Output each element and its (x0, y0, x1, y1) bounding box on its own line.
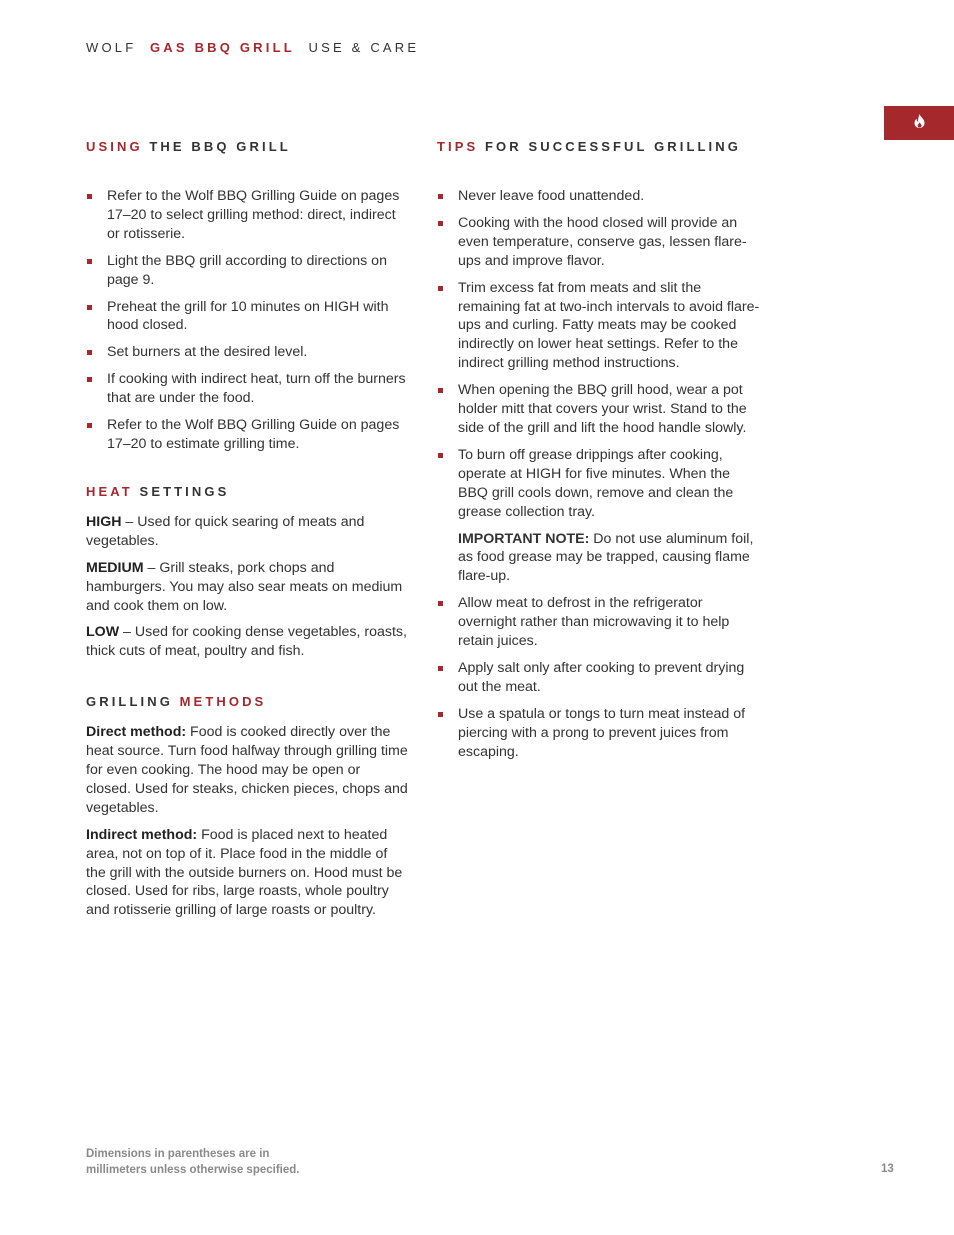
list-item (437, 659, 762, 697)
flame-icon (914, 114, 925, 133)
right-column (437, 138, 762, 769)
bullet-square-icon (438, 666, 443, 671)
section-tab (884, 106, 954, 140)
heat-list (86, 513, 408, 661)
header-product: GAS BBQ GRILL (149, 40, 295, 55)
using-heading-accent: USING (86, 139, 143, 154)
footer-note (86, 1146, 386, 1178)
grilling-method-text: Food is cooked directly over the heat source. Turn food halfway through grilling time for even cooking. The hood may be open or closed. Used for steaks, chicken pieces, chops and vegetables. (86, 724, 408, 816)
bullet-square-icon (87, 194, 92, 199)
list-item-text: Refer to the Wolf BBQ Grilling Guide on pages 17–20 to select grilling method: direct, indirect or rotisserie. (107, 188, 400, 242)
list-item-text: Use a spatula or tongs to turn meat instead of piercing with a prong to prevent juices from escaping. (458, 705, 746, 760)
header-brand: WOLF (86, 40, 137, 55)
bullet-square-icon (438, 388, 443, 393)
list-item (86, 416, 408, 454)
using-heading-rest: THE BBQ GRILL (149, 139, 291, 154)
grilling-method-label: Indirect method: (86, 826, 198, 843)
important-note (437, 530, 762, 587)
footer-note-line-2: millimeters unless otherwise specified. (86, 1164, 300, 1176)
heat-setting (86, 623, 408, 661)
heat-setting (86, 513, 408, 551)
list-item (437, 187, 762, 206)
heat-setting (86, 559, 408, 616)
bullet-square-icon (438, 286, 443, 291)
bullet-square-icon (87, 423, 92, 428)
tips-list (437, 187, 762, 522)
list-item-text: Set burners at the desired level. (107, 344, 308, 361)
tips-list-continued (437, 594, 762, 761)
heat-setting-text: – Grill steaks, pork chops and hamburgers. You may also sear meats on medium and cook them on low. (86, 559, 403, 614)
footer-note-line-1: Dimensions in parentheses are in (86, 1148, 270, 1160)
list-item-text: Light the BBQ grill according to directions on page 9. (107, 252, 387, 288)
methods-heading (86, 693, 408, 711)
list-item (86, 370, 408, 408)
list-item (86, 187, 408, 244)
using-list (86, 187, 408, 454)
using-heading (86, 138, 408, 156)
bullet-square-icon (438, 194, 443, 199)
grilling-method-label: Direct method: (86, 724, 187, 741)
list-item-text: To burn off grease drippings after cooking, operate at HIGH for five minutes. When the BBQ grill cools down, remove and clean the grease collection tray. (458, 446, 734, 520)
list-item (86, 343, 408, 362)
tips-heading-rest: FOR SUCCESSFUL GRILLING (485, 139, 741, 154)
heat-setting-text: – Used for cooking dense vegetables, roasts, thick cuts of meat, poultry and fish. (86, 624, 407, 660)
list-item-text: Apply salt only after cooking to prevent drying out the meat. (458, 659, 745, 695)
left-column (86, 138, 408, 928)
list-item (437, 381, 762, 438)
heat-setting-label: LOW (86, 624, 120, 641)
list-item-text: Never leave food unattended. (458, 188, 645, 204)
list-item-text: Refer to the Wolf BBQ Grilling Guide on pages 17–20 to estimate grilling time. (107, 417, 400, 452)
list-item-text: Trim excess fat from meats and slit the remaining fat at two-inch intervals to avoid flare-ups and curling. Fatty meats may be cooked indirectly on lower heat settings. Refer to the indirect grilling method instructions. (458, 279, 760, 372)
bullet-square-icon (87, 350, 92, 355)
methods-heading-accent: METHODS (179, 694, 267, 710)
bullet-square-icon (87, 305, 92, 310)
bullet-square-icon (438, 601, 443, 606)
tips-heading-accent: TIPS (437, 139, 479, 154)
important-note-text: Do not use aluminum foil, as food grease may be trapped, causing flame flare-up. (458, 530, 754, 585)
tips-heading (437, 138, 762, 156)
heat-heading (86, 483, 408, 501)
page-number: 13 (881, 1163, 894, 1175)
list-item (86, 252, 408, 290)
heat-setting-label: MEDIUM (86, 559, 144, 576)
list-item (86, 298, 408, 336)
list-item-text: When opening the BBQ grill hood, wear a pot holder mitt that covers your wrist. Stand to the side of the grill and lift the hood handle slowly. (458, 382, 747, 436)
methods-list (86, 723, 408, 920)
list-item (437, 214, 762, 271)
grilling-method (86, 723, 408, 818)
list-item-text: If cooking with indirect heat, turn off the burners that are under the food. (107, 371, 406, 407)
list-item (437, 594, 762, 651)
list-item (437, 446, 762, 522)
list-item-text: Cooking with the hood closed will provide an even temperature, conserve gas, lessen flare-ups and improve flavor. (458, 214, 747, 269)
important-note-label: IMPORTANT NOTE: (458, 530, 590, 547)
heat-setting-text: – Used for quick searing of meats and vegetables. (86, 513, 365, 549)
bullet-square-icon (87, 259, 92, 264)
grilling-method-text: Food is placed next to heated area, not on top of it. Place food in the middle of the grill with the outside burners on. Hood must be closed. Used for ribs, large roasts, whole poultry and rotisserie grilling of large roasts or poultry. (86, 826, 403, 919)
header-doc: USE & CARE (308, 40, 420, 55)
bullet-square-icon (438, 453, 443, 458)
list-item-text: Allow meat to defrost in the refrigerator overnight rather than microwaving it to help retain juices. (458, 595, 730, 650)
heat-heading-accent: HEAT (86, 483, 133, 499)
bullet-square-icon (87, 377, 92, 382)
list-item (437, 705, 762, 762)
heat-heading-rest: SETTINGS (139, 483, 230, 499)
list-item (437, 279, 762, 374)
list-item-text: Preheat the grill for 10 minutes on HIGH with hood closed. (107, 298, 389, 334)
grilling-method (86, 826, 408, 921)
heat-setting-label: HIGH (86, 513, 122, 530)
methods-heading-rest: GRILLING (86, 694, 173, 710)
page-header (86, 40, 419, 55)
bullet-square-icon (438, 221, 443, 226)
bullet-square-icon (438, 712, 443, 717)
